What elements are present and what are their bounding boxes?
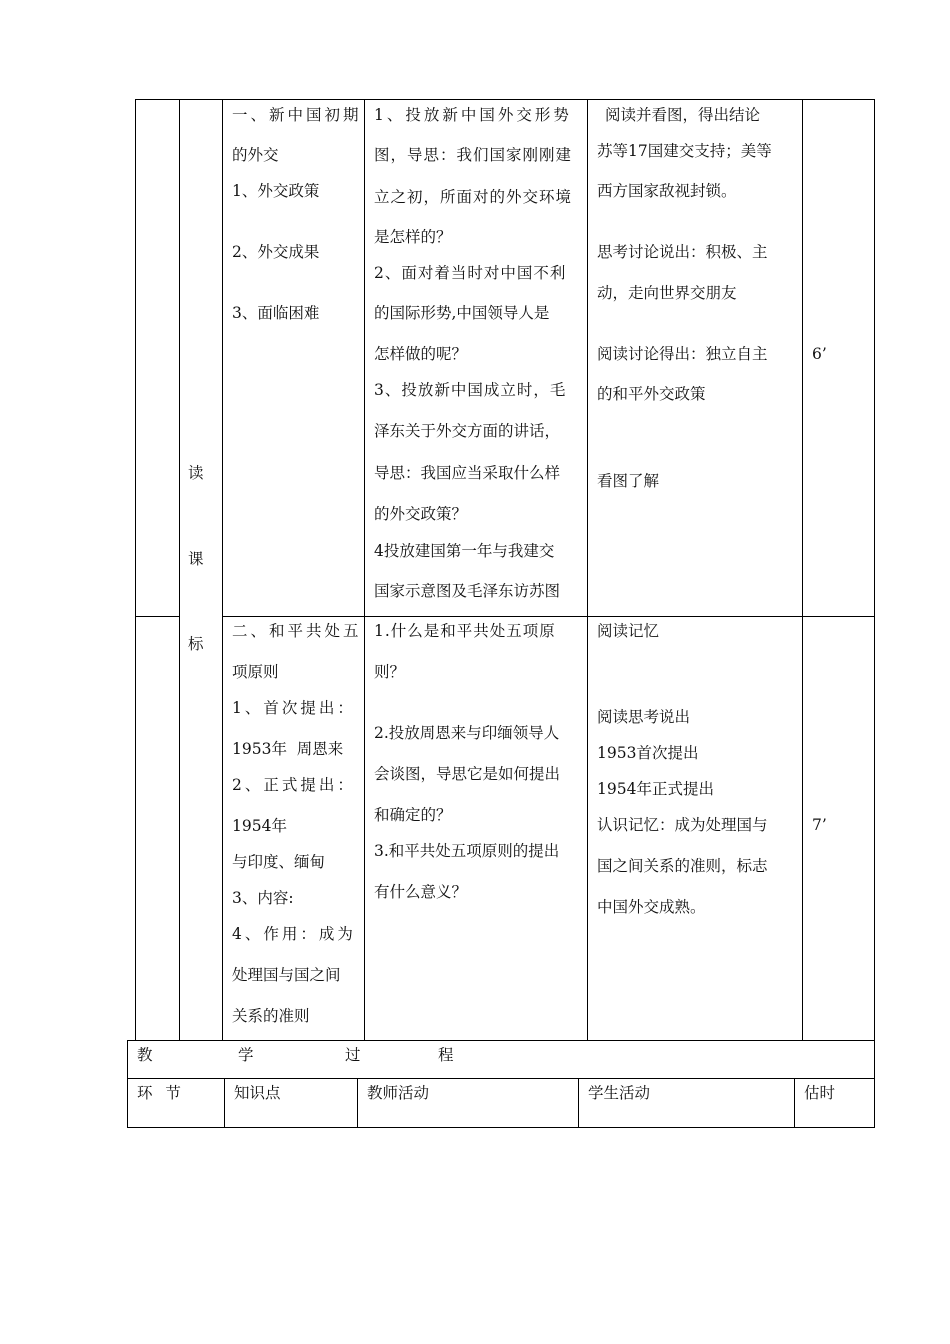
student-line: 动，走向世界交朋友	[597, 284, 737, 302]
knowledge-line: 的外交	[232, 146, 279, 164]
knowledge-line: 一、新中国初期	[232, 106, 362, 124]
side-char: 课	[188, 550, 204, 568]
teacher-line: 怎样做的呢？	[374, 345, 468, 363]
header-student: 学生活动	[588, 1084, 651, 1102]
student-line: 思考讨论说出：积极、主	[597, 243, 768, 261]
student-line: 西方国家敌视封锁。	[597, 182, 737, 200]
header-section: 环 节	[137, 1084, 185, 1102]
rule-col-5	[802, 99, 803, 1040]
knowledge-line: 3、面临困难	[232, 304, 320, 322]
student-line: 阅读并看图，得出结论	[605, 106, 761, 124]
teacher-line: 的外交政策？	[374, 505, 468, 523]
knowledge-line: 与印度、缅甸	[232, 853, 326, 871]
teacher-line: 3、投放新中国成立时，毛	[374, 381, 567, 399]
rule-lower-4	[794, 1078, 795, 1128]
rule-col-3	[364, 99, 365, 1040]
teacher-line: 泽东关于外交方面的讲话，	[374, 422, 561, 440]
teacher-line: 有什么意义？	[374, 883, 468, 901]
side-char: 读	[188, 464, 204, 482]
knowledge-line: 4、作用：成为	[232, 925, 356, 943]
teacher-line: 则？	[374, 663, 406, 681]
teacher-line: 是怎样的？	[374, 228, 452, 246]
student-line: 国之间关系的准则，标志	[597, 857, 768, 875]
teacher-line: 2、面对着当时对中国不利	[374, 264, 567, 282]
row1-time: 6’	[812, 345, 827, 363]
rule-process-top	[127, 1040, 875, 1041]
teacher-line: 1.什么是和平共处五项原	[374, 622, 556, 640]
knowledge-line: 2、正式提出：	[232, 776, 356, 794]
rule-col-6	[874, 99, 875, 1128]
student-line: 1954年正式提出	[597, 780, 714, 798]
knowledge-line: 1、外交政策	[232, 182, 320, 200]
student-line: 看图了解	[597, 472, 660, 490]
teacher-line: 1、投放新中国外交形势	[374, 106, 572, 124]
teacher-line: 和确定的？	[374, 806, 452, 824]
teacher-line: 国家示意图及毛泽东访苏图	[374, 582, 561, 600]
rule-col-4	[587, 99, 588, 1040]
rule-header-top	[127, 1078, 875, 1079]
rule-top	[135, 99, 875, 100]
process-char: 学	[238, 1046, 254, 1064]
process-char: 程	[438, 1046, 454, 1064]
knowledge-line: 1、首次提出：	[232, 699, 356, 717]
process-char: 教	[137, 1046, 153, 1064]
student-line: 阅读讨论得出：独立自主	[597, 345, 768, 363]
teacher-line: 图，导思：我们国家刚刚建	[374, 146, 573, 164]
teacher-line: 4投放建国第一年与我建交	[374, 542, 555, 560]
rule-col-1	[179, 99, 180, 1040]
header-knowledge: 知识点	[234, 1084, 281, 1102]
rule-row-split-right	[222, 616, 875, 617]
knowledge-line: 1954年	[232, 817, 287, 835]
student-line: 阅读思考说出	[597, 708, 691, 726]
knowledge-line: 关系的准则	[232, 1007, 310, 1025]
knowledge-line: 二、和平共处五	[232, 622, 362, 640]
student-line: 苏等17国建交支持；美等	[597, 142, 772, 160]
side-char: 标	[188, 635, 204, 653]
rule-bottom	[127, 1127, 875, 1128]
row2-time: 7’	[812, 816, 827, 834]
student-line: 中国外交成熟。	[597, 898, 706, 916]
teacher-line: 立之初，所面对的外交环境	[374, 188, 573, 206]
teacher-line: 的国际形势,中国领导人是	[374, 304, 550, 322]
teacher-line: 3.和平共处五项原则的提出	[374, 842, 560, 860]
header-time: 估时	[804, 1084, 836, 1102]
student-line: 认识记忆：成为处理国与	[597, 816, 768, 834]
student-line: 阅读记忆	[597, 622, 660, 640]
rule-lower-2	[357, 1078, 358, 1128]
rule-lower-3	[578, 1078, 579, 1128]
header-teacher: 教师活动	[367, 1084, 430, 1102]
student-line: 1953首次提出	[597, 744, 699, 762]
knowledge-line: 处理国与国之间	[232, 966, 341, 984]
knowledge-line: 2、外交成果	[232, 243, 320, 261]
rule-lower-1	[224, 1078, 225, 1128]
teacher-line: 导思：我国应当采取什么样	[374, 464, 561, 482]
knowledge-line: 3、内容:	[232, 889, 294, 907]
teacher-line: 2.投放周恩来与印缅领导人	[374, 724, 560, 742]
teacher-line: 会谈图，导思它是如何提出	[374, 765, 561, 783]
knowledge-line: 1953年 周恩来	[232, 740, 344, 758]
knowledge-line: 项原则	[232, 663, 279, 681]
rule-col-2	[222, 99, 223, 1040]
rule-lower-left	[127, 1040, 128, 1128]
rule-col-0	[135, 99, 136, 1040]
process-char: 过	[345, 1046, 361, 1064]
rule-row-split-left	[135, 616, 179, 617]
student-line: 的和平外交政策	[597, 385, 706, 403]
